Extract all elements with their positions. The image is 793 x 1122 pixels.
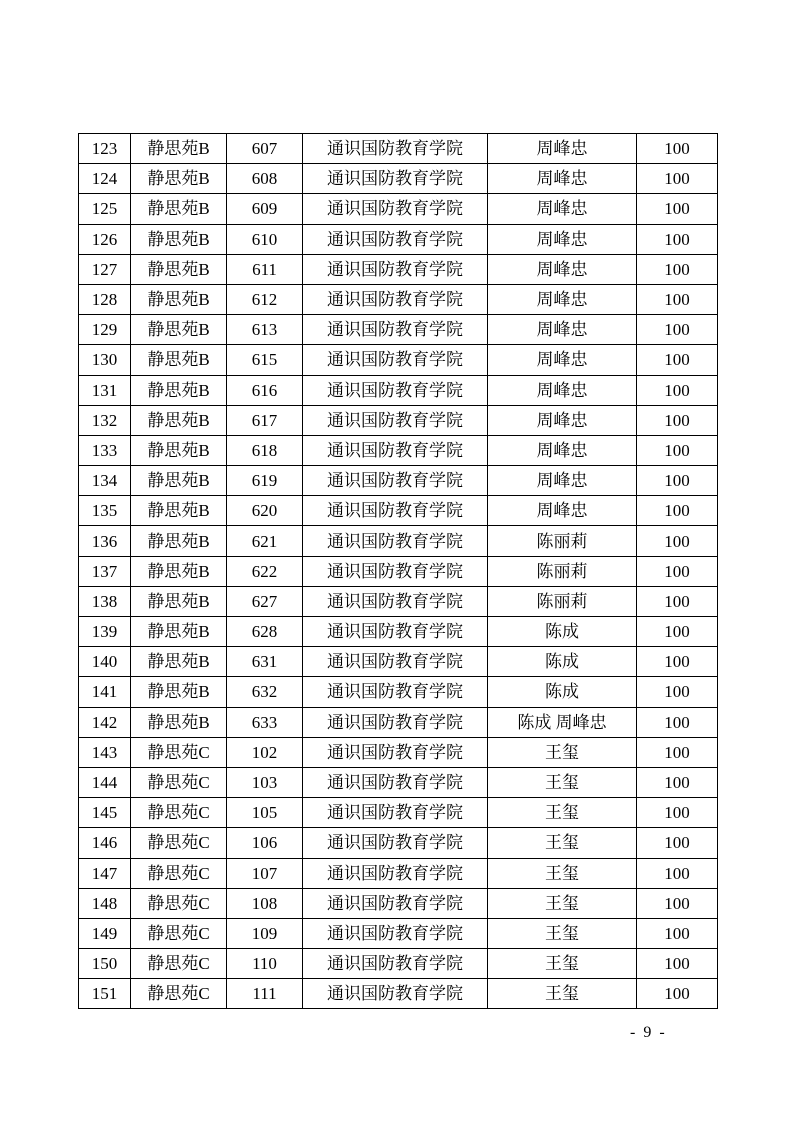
building-cell: 静思苑B [131,164,227,194]
score-cell: 100 [637,918,718,948]
table-row [79,586,718,616]
row-index-cell: 133 [79,435,131,465]
row-index-cell: 148 [79,888,131,918]
row-index-cell: 137 [79,556,131,586]
college-cell: 通识国防教育学院 [303,798,488,828]
table-row [79,224,718,254]
score-cell: 100 [637,677,718,707]
score-cell: 100 [637,164,718,194]
counselor-cell: 周峰忠 [488,466,637,496]
table-row [79,949,718,979]
counselor-cell: 周峰忠 [488,284,637,314]
counselor-cell: 周峰忠 [488,224,637,254]
table-row [79,194,718,224]
college-cell: 通识国防教育学院 [303,707,488,737]
building-cell: 静思苑B [131,466,227,496]
college-cell: 通识国防教育学院 [303,918,488,948]
building-cell: 静思苑C [131,767,227,797]
counselor-cell: 王玺 [488,858,637,888]
room-number-cell: 108 [227,888,303,918]
building-cell: 静思苑B [131,134,227,164]
score-cell: 100 [637,647,718,677]
row-index-cell: 123 [79,134,131,164]
table-row [79,466,718,496]
table-row [79,707,718,737]
room-number-cell: 103 [227,767,303,797]
row-index-cell: 134 [79,466,131,496]
score-cell: 100 [637,798,718,828]
table-row [79,315,718,345]
table-row [79,254,718,284]
score-cell: 100 [637,888,718,918]
row-index-cell: 135 [79,496,131,526]
building-cell: 静思苑C [131,828,227,858]
building-cell: 静思苑C [131,737,227,767]
table-row [79,979,718,1009]
table-row [79,164,718,194]
row-index-cell: 130 [79,345,131,375]
counselor-cell: 王玺 [488,918,637,948]
counselor-cell: 周峰忠 [488,194,637,224]
room-number-cell: 622 [227,556,303,586]
college-cell: 通识国防教育学院 [303,496,488,526]
college-cell: 通识国防教育学院 [303,767,488,797]
table-row [79,617,718,647]
room-number-cell: 620 [227,496,303,526]
row-index-cell: 147 [79,858,131,888]
college-cell: 通识国防教育学院 [303,134,488,164]
counselor-cell: 周峰忠 [488,315,637,345]
room-number-cell: 621 [227,526,303,556]
college-cell: 通识国防教育学院 [303,466,488,496]
counselor-cell: 王玺 [488,798,637,828]
room-number-cell: 106 [227,828,303,858]
table-row [79,737,718,767]
table-row [79,798,718,828]
room-number-cell: 628 [227,617,303,647]
room-number-cell: 633 [227,707,303,737]
score-cell: 100 [637,315,718,345]
room-number-cell: 627 [227,586,303,616]
score-cell: 100 [637,435,718,465]
college-cell: 通识国防教育学院 [303,526,488,556]
row-index-cell: 132 [79,405,131,435]
college-cell: 通识国防教育学院 [303,254,488,284]
college-cell: 通识国防教育学院 [303,405,488,435]
building-cell: 静思苑B [131,345,227,375]
score-cell: 100 [637,556,718,586]
room-number-cell: 110 [227,949,303,979]
counselor-cell: 陈成 周峰忠 [488,707,637,737]
row-index-cell: 145 [79,798,131,828]
room-number-cell: 610 [227,224,303,254]
row-index-cell: 131 [79,375,131,405]
row-index-cell: 128 [79,284,131,314]
score-cell: 100 [637,375,718,405]
counselor-cell: 陈丽莉 [488,556,637,586]
row-index-cell: 149 [79,918,131,948]
room-number-cell: 615 [227,345,303,375]
score-cell: 100 [637,707,718,737]
counselor-cell: 周峰忠 [488,375,637,405]
row-index-cell: 129 [79,315,131,345]
row-index-cell: 136 [79,526,131,556]
college-cell: 通识国防教育学院 [303,949,488,979]
counselor-cell: 周峰忠 [488,164,637,194]
counselor-cell: 王玺 [488,737,637,767]
score-cell: 100 [637,345,718,375]
row-index-cell: 138 [79,586,131,616]
table-row [79,375,718,405]
score-cell: 100 [637,737,718,767]
table-row [79,828,718,858]
row-index-cell: 140 [79,647,131,677]
college-cell: 通识国防教育学院 [303,647,488,677]
score-cell: 100 [637,526,718,556]
room-number-cell: 607 [227,134,303,164]
counselor-cell: 陈成 [488,677,637,707]
room-number-cell: 619 [227,466,303,496]
row-index-cell: 151 [79,979,131,1009]
college-cell: 通识国防教育学院 [303,164,488,194]
score-cell: 100 [637,284,718,314]
college-cell: 通识国防教育学院 [303,617,488,647]
counselor-cell: 王玺 [488,828,637,858]
score-cell: 100 [637,979,718,1009]
score-cell: 100 [637,224,718,254]
counselor-cell: 陈成 [488,617,637,647]
table-row [79,677,718,707]
score-cell: 100 [637,617,718,647]
building-cell: 静思苑B [131,586,227,616]
college-cell: 通识国防教育学院 [303,858,488,888]
room-number-cell: 632 [227,677,303,707]
counselor-cell: 周峰忠 [488,435,637,465]
room-number-cell: 611 [227,254,303,284]
room-number-cell: 613 [227,315,303,345]
row-index-cell: 144 [79,767,131,797]
room-number-cell: 109 [227,918,303,948]
college-cell: 通识国防教育学院 [303,586,488,616]
row-index-cell: 150 [79,949,131,979]
score-cell: 100 [637,858,718,888]
page-number: - 9 - [630,1024,667,1041]
building-cell: 静思苑C [131,949,227,979]
row-index-cell: 146 [79,828,131,858]
score-cell: 100 [637,254,718,284]
score-cell: 100 [637,496,718,526]
college-cell: 通识国防教育学院 [303,888,488,918]
counselor-cell: 周峰忠 [488,254,637,284]
college-cell: 通识国防教育学院 [303,284,488,314]
room-number-cell: 612 [227,284,303,314]
row-index-cell: 127 [79,254,131,284]
dormitory-score-table [78,133,718,1009]
row-index-cell: 139 [79,617,131,647]
room-number-cell: 617 [227,405,303,435]
building-cell: 静思苑B [131,526,227,556]
score-cell: 100 [637,828,718,858]
building-cell: 静思苑B [131,496,227,526]
table-row [79,435,718,465]
row-index-cell: 141 [79,677,131,707]
building-cell: 静思苑B [131,194,227,224]
table-row [79,858,718,888]
table-row [79,767,718,797]
college-cell: 通识国防教育学院 [303,979,488,1009]
table-row [79,647,718,677]
building-cell: 静思苑B [131,405,227,435]
college-cell: 通识国防教育学院 [303,737,488,767]
building-cell: 静思苑C [131,858,227,888]
dormitory-score-table-container [78,133,717,1009]
table-row [79,918,718,948]
building-cell: 静思苑B [131,435,227,465]
room-number-cell: 608 [227,164,303,194]
room-number-cell: 631 [227,647,303,677]
building-cell: 静思苑B [131,707,227,737]
building-cell: 静思苑C [131,979,227,1009]
counselor-cell: 周峰忠 [488,405,637,435]
college-cell: 通识国防教育学院 [303,194,488,224]
building-cell: 静思苑C [131,798,227,828]
building-cell: 静思苑B [131,315,227,345]
room-number-cell: 105 [227,798,303,828]
college-cell: 通识国防教育学院 [303,224,488,254]
room-number-cell: 102 [227,737,303,767]
counselor-cell: 王玺 [488,767,637,797]
score-cell: 100 [637,405,718,435]
college-cell: 通识国防教育学院 [303,828,488,858]
counselor-cell: 周峰忠 [488,345,637,375]
counselor-cell: 王玺 [488,949,637,979]
college-cell: 通识国防教育学院 [303,677,488,707]
building-cell: 静思苑B [131,677,227,707]
building-cell: 静思苑B [131,556,227,586]
college-cell: 通识国防教育学院 [303,315,488,345]
table-row [79,888,718,918]
counselor-cell: 王玺 [488,888,637,918]
college-cell: 通识国防教育学院 [303,556,488,586]
building-cell: 静思苑C [131,888,227,918]
score-cell: 100 [637,466,718,496]
building-cell: 静思苑B [131,224,227,254]
building-cell: 静思苑B [131,647,227,677]
building-cell: 静思苑B [131,375,227,405]
row-index-cell: 142 [79,707,131,737]
room-number-cell: 107 [227,858,303,888]
table-row [79,556,718,586]
score-cell: 100 [637,194,718,224]
college-cell: 通识国防教育学院 [303,435,488,465]
room-number-cell: 111 [227,979,303,1009]
building-cell: 静思苑C [131,918,227,948]
score-cell: 100 [637,767,718,797]
table-row [79,134,718,164]
counselor-cell: 陈丽莉 [488,526,637,556]
building-cell: 静思苑B [131,617,227,647]
counselor-cell: 周峰忠 [488,134,637,164]
counselor-cell: 王玺 [488,979,637,1009]
table-row [79,284,718,314]
row-index-cell: 126 [79,224,131,254]
score-cell: 100 [637,134,718,164]
building-cell: 静思苑B [131,284,227,314]
table-row [79,405,718,435]
room-number-cell: 618 [227,435,303,465]
score-cell: 100 [637,586,718,616]
building-cell: 静思苑B [131,254,227,284]
room-number-cell: 609 [227,194,303,224]
row-index-cell: 143 [79,737,131,767]
row-index-cell: 124 [79,164,131,194]
table-row [79,526,718,556]
table-row [79,496,718,526]
row-index-cell: 125 [79,194,131,224]
counselor-cell: 陈成 [488,647,637,677]
college-cell: 通识国防教育学院 [303,375,488,405]
room-number-cell: 616 [227,375,303,405]
table-body [79,134,718,1009]
score-cell: 100 [637,949,718,979]
table-row [79,345,718,375]
counselor-cell: 陈丽莉 [488,586,637,616]
counselor-cell: 周峰忠 [488,496,637,526]
college-cell: 通识国防教育学院 [303,345,488,375]
